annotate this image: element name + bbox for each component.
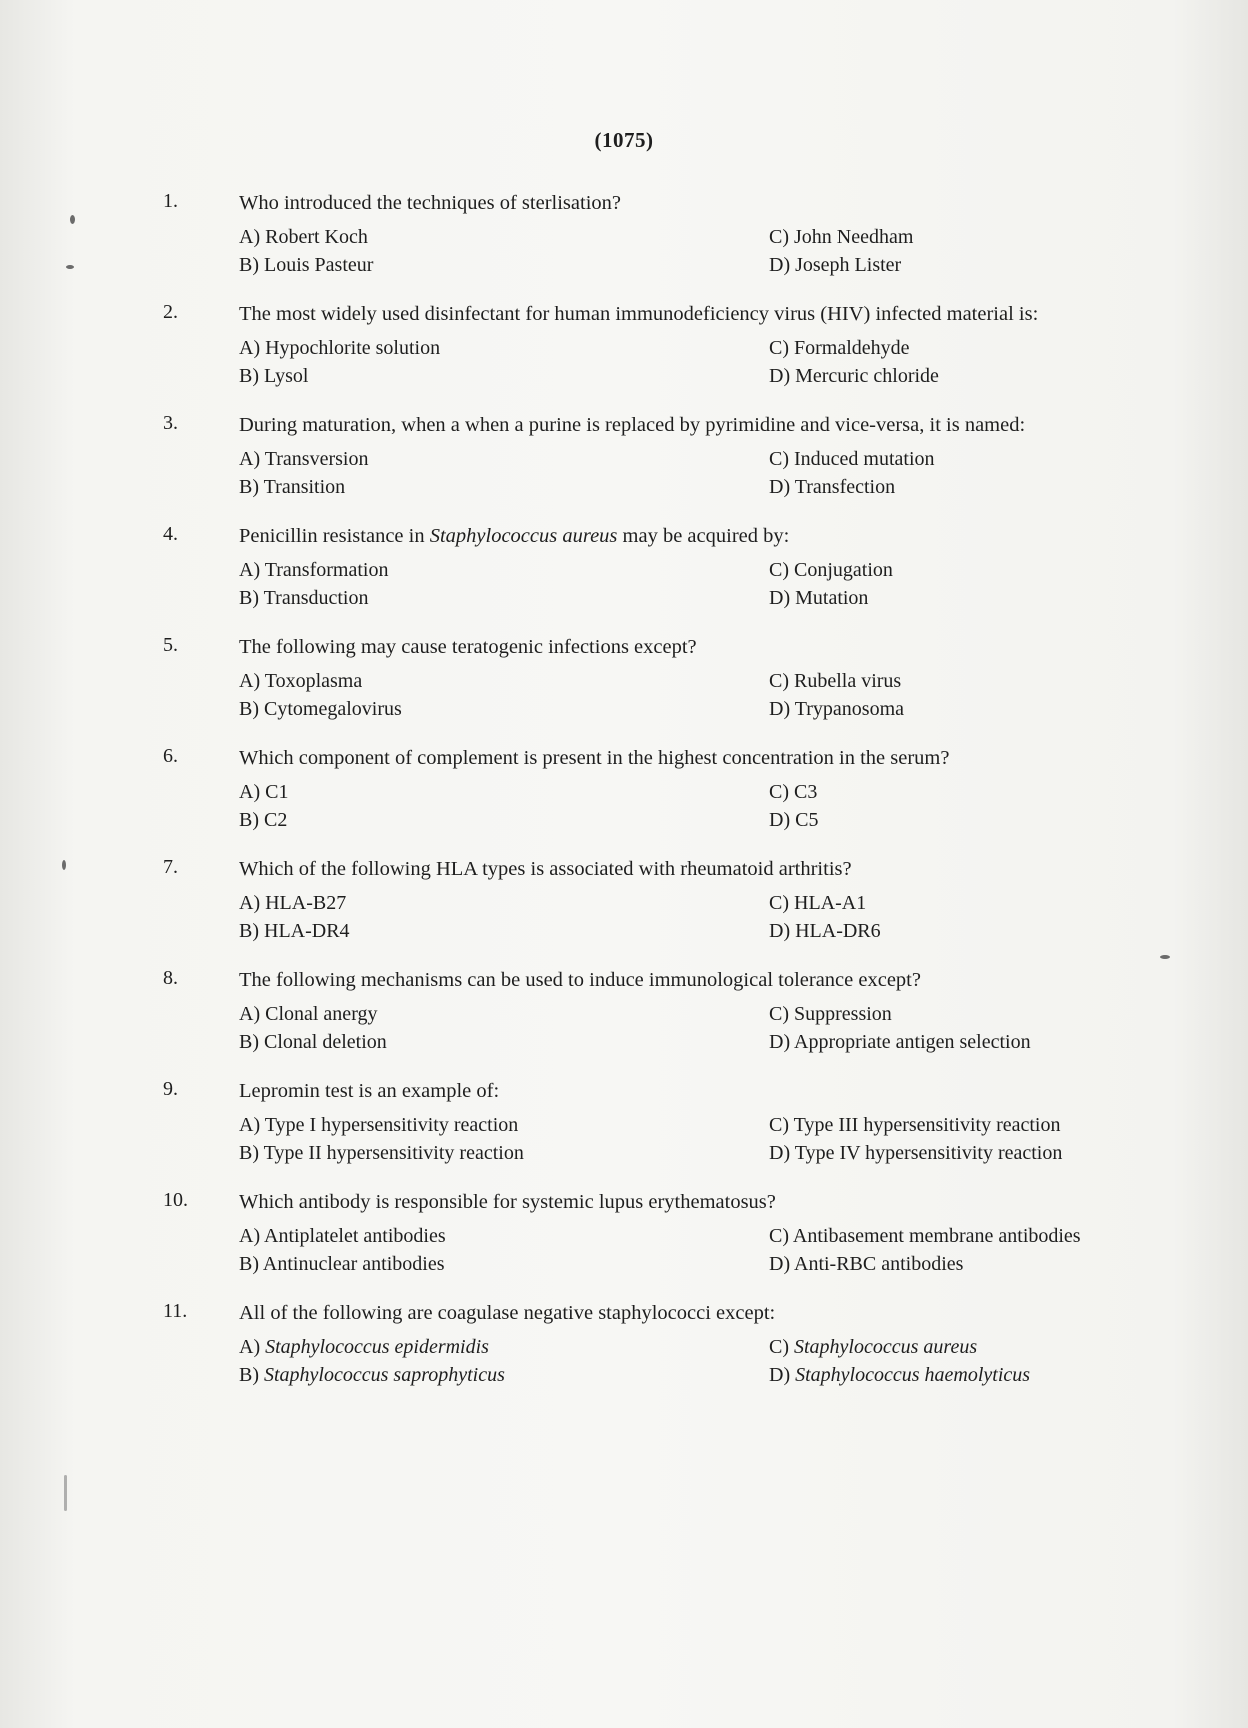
answer-options xyxy=(239,556,1248,612)
option-d: D) Type IV hypersensitivity reaction xyxy=(769,1142,1063,1164)
question-number: 2. xyxy=(163,301,178,323)
option-b xyxy=(239,1361,505,1389)
option-c: C) Formaldehyde xyxy=(769,337,910,359)
question-8 xyxy=(0,967,1248,1056)
answer-options xyxy=(239,667,1248,723)
option-d: D) HLA-DR6 xyxy=(769,920,881,942)
option-d: D) Mutation xyxy=(769,587,869,609)
question-4 xyxy=(0,523,1248,612)
question-6 xyxy=(0,745,1248,834)
option-b: B) Type II hypersensitivity reaction xyxy=(239,1142,524,1164)
option-c: C) HLA-A1 xyxy=(769,892,867,914)
option-b: B) Clonal deletion xyxy=(239,1031,387,1053)
question-10 xyxy=(0,1189,1248,1278)
option-b: B) Antinuclear antibodies xyxy=(239,1253,445,1275)
organism-name: Staphylococcus saprophyticus xyxy=(264,1364,505,1386)
option-d: D) Trypanosoma xyxy=(769,698,905,720)
option-b: B) HLA-DR4 xyxy=(239,920,350,942)
option-c: C) Rubella virus xyxy=(769,670,902,692)
organism-name: Staphylococcus haemolyticus xyxy=(795,1364,1031,1386)
option-b: B) Lysol xyxy=(239,365,309,387)
answer-options xyxy=(239,445,1248,501)
option-d: D) Joseph Lister xyxy=(769,254,902,276)
question-text: The most widely used disinfectant for human immunodeficiency virus (HIV) infected material is: xyxy=(239,303,1039,325)
option-c: C) Antibasement membrane antibodies xyxy=(769,1225,1081,1247)
option-d: D) C5 xyxy=(769,809,819,831)
option-d: D) Anti-RBC antibodies xyxy=(769,1253,964,1275)
question-7 xyxy=(0,856,1248,945)
question-text: All of the following are coagulase negative staphylococci except: xyxy=(239,1302,776,1324)
option-letter: B) xyxy=(239,1364,264,1386)
option-letter: C) xyxy=(769,1336,794,1358)
answer-options xyxy=(239,1333,1248,1389)
question-3 xyxy=(0,412,1248,501)
option-d: D) Appropriate antigen selection xyxy=(769,1031,1031,1053)
option-c: C) C3 xyxy=(769,781,818,803)
question-1 xyxy=(0,190,1248,279)
question-number: 5. xyxy=(163,634,178,656)
question-text: During maturation, when a when a purine is replaced by pyrimidine and vice-versa, it is named: xyxy=(239,414,1026,436)
answer-options xyxy=(239,778,1248,834)
organism-name: Staphylococcus epidermidis xyxy=(265,1336,489,1358)
question-text: Which of the following HLA types is associated with rheumatoid arthritis? xyxy=(239,858,852,880)
option-a: A) Robert Koch xyxy=(239,226,368,248)
scan-speck xyxy=(64,1475,67,1511)
option-d xyxy=(769,1361,1030,1389)
option-c: C) Induced mutation xyxy=(769,448,935,470)
answer-options xyxy=(239,1222,1248,1278)
option-c: C) Type III hypersensitivity reaction xyxy=(769,1114,1061,1136)
option-a: A) Clonal anergy xyxy=(239,1003,378,1025)
option-letter: A) xyxy=(239,1336,266,1358)
option-c: C) Conjugation xyxy=(769,559,893,581)
option-b: B) Cytomegalovirus xyxy=(239,698,402,720)
question-text: Which component of complement is present in the highest concentration in the serum? xyxy=(239,747,950,769)
option-a xyxy=(239,1333,489,1361)
option-c xyxy=(769,1333,977,1361)
organism-name: Staphylococcus aureus xyxy=(794,1336,978,1358)
option-c: C) Suppression xyxy=(769,1003,892,1025)
question-text-end: may be acquired by: xyxy=(617,525,790,547)
question-list xyxy=(0,190,1248,1411)
question-number: 3. xyxy=(163,412,178,434)
option-a: A) HLA-B27 xyxy=(239,892,347,914)
option-a: A) Transformation xyxy=(239,559,389,581)
option-c: C) John Needham xyxy=(769,226,914,248)
reverse-side-bleed xyxy=(180,150,185,172)
option-b: B) Transition xyxy=(239,476,346,498)
question-11 xyxy=(0,1300,1248,1389)
question-number: 4. xyxy=(163,523,178,545)
option-d: D) Mercuric chloride xyxy=(769,365,939,387)
option-a: A) C1 xyxy=(239,781,289,803)
question-text: Who introduced the techniques of sterlisation? xyxy=(239,192,621,214)
question-text: The following mechanisms can be used to induce immunological tolerance except? xyxy=(239,969,921,991)
answer-options xyxy=(239,1111,1248,1167)
question-text: Which antibody is responsible for systemic lupus erythematosus? xyxy=(239,1191,776,1213)
option-b: B) Transduction xyxy=(239,587,369,609)
paper-code: (1075) xyxy=(594,128,654,152)
question-number: 10. xyxy=(163,1189,188,1211)
question-text: The following may cause teratogenic infections except? xyxy=(239,636,697,658)
question-9 xyxy=(0,1078,1248,1167)
answer-options xyxy=(239,889,1248,945)
option-d: D) Transfection xyxy=(769,476,896,498)
option-a: A) Hypochlorite solution xyxy=(239,337,441,359)
answer-options xyxy=(239,334,1248,390)
question-5 xyxy=(0,634,1248,723)
question-number: 8. xyxy=(163,967,178,989)
option-letter: D) xyxy=(769,1364,796,1386)
option-b: B) Louis Pasteur xyxy=(239,254,374,276)
option-a: A) Type I hypersensitivity reaction xyxy=(239,1114,519,1136)
question-number: 1. xyxy=(163,190,178,212)
organism-name: Staphylococcus aureus xyxy=(429,525,618,547)
question-number: 9. xyxy=(163,1078,178,1100)
option-a: A) Toxoplasma xyxy=(239,670,363,692)
option-a: A) Transversion xyxy=(239,448,369,470)
question-number: 6. xyxy=(163,745,178,767)
option-a: A) Antiplatelet antibodies xyxy=(239,1225,446,1247)
question-number: 7. xyxy=(163,856,178,878)
question-text xyxy=(239,523,1109,550)
question-number: 11. xyxy=(163,1300,188,1322)
option-b: B) C2 xyxy=(239,809,288,831)
answer-options xyxy=(239,223,1248,279)
question-text-start: Penicillin resistance in xyxy=(239,525,430,547)
question-2 xyxy=(0,301,1248,390)
answer-options xyxy=(239,1000,1248,1056)
question-text: Lepromin test is an example of: xyxy=(239,1080,500,1102)
